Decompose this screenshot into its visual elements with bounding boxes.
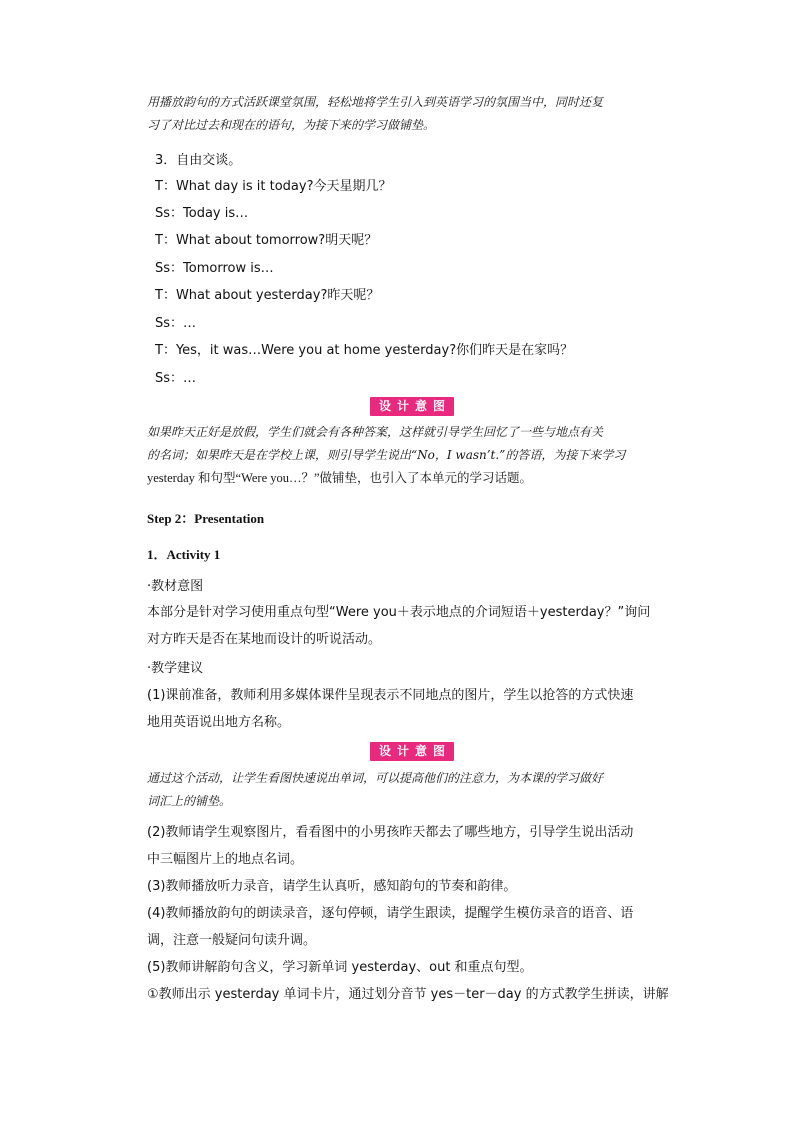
design-intent-badge: 设计意图 bbox=[370, 742, 454, 761]
note-line: 如果昨天正好是放假，学生们就会有各种答案，这样就引导学生回忆了一些与地点有关 bbox=[147, 425, 604, 439]
note-line: 通过这个活动，让学生看图快速说出单词，可以提高他们的注意力，为本课的学习做好 bbox=[147, 771, 604, 785]
advice-step-1-line-1: (1)课前准备，教师利用多媒体课件呈现表示不同地点的图片，学生以抢答的方式快速 bbox=[147, 688, 634, 703]
dialogue-line: T：What about yesterday?昨天呢？ bbox=[155, 288, 380, 303]
advice-step-6: ①教师出示 yesterday 单词卡片，通过划分音节 yes－ter－day 的方式教学生拼读，讲解 bbox=[147, 987, 669, 1002]
step-heading: Step 2：Presentation bbox=[147, 511, 265, 526]
material-intent-line-1: 本部分是针对学习使用重点句型“Were you＋表示地点的介词短语＋yesterday？”询问 bbox=[147, 605, 651, 620]
design-intent-badge: 设计意图 bbox=[370, 397, 454, 416]
intro-note-line-1: 用播放韵句的方式活跃课堂氛围，轻松地将学生引入到英语学习的氛围当中，同时还复 bbox=[147, 95, 604, 109]
design-intent-note-2 bbox=[147, 767, 677, 813]
dialogue-line: Ss：Today is… bbox=[155, 206, 249, 221]
dialogue-line: T：What about tomorrow?明天呢？ bbox=[155, 233, 378, 248]
advice-step-5: (5)教师讲解韵句含义，学习新单词 yesterday、out 和重点句型。 bbox=[147, 960, 533, 975]
note-line: yesterday 和句型“Were you…？”做铺垫，也引入了本单元的学习话题。 bbox=[147, 471, 533, 485]
dialogue-line: Ss：Tomorrow is… bbox=[155, 261, 274, 276]
note-line: 的名词；如果昨天是在学校上课，则引导学生说出“No，I wasn’t.”的答语，为接下来学习 bbox=[147, 448, 626, 462]
free-talk-title: 3．自由交谈。 bbox=[155, 153, 242, 168]
activity-heading: 1．Activity 1 bbox=[147, 547, 221, 562]
advice-step-4-line-2: 调，注意一般疑问句读升调。 bbox=[147, 933, 317, 948]
material-intent-label: ·教材意图 bbox=[147, 579, 204, 594]
advice-step-3: (3)教师播放听力录音，请学生认真听，感知韵句的节奏和韵律。 bbox=[147, 879, 517, 894]
dialogue-line: Ss：… bbox=[155, 371, 197, 386]
intro-note bbox=[147, 91, 677, 137]
design-intent-note-1 bbox=[147, 421, 677, 490]
note-line: 词汇上的铺垫。 bbox=[147, 794, 232, 808]
advice-step-4-line-1: (4)教师播放韵句的朗读录音，逐句停顿，请学生跟读，提醒学生模仿录音的语音、语 bbox=[147, 906, 634, 921]
advice-step-2-line-2: 中三幅图片上的地点名词。 bbox=[147, 852, 304, 867]
material-intent-line-2: 对方昨天是否在某地而设计的听说活动。 bbox=[147, 632, 382, 647]
dialogue-line: T：Yes，it was…Were you at home yesterday?你们昨天是在家吗？ bbox=[155, 343, 574, 358]
teaching-advice-label: ·教学建议 bbox=[147, 661, 204, 676]
dialogue-line: T：What day is it today?今天星期几？ bbox=[155, 179, 392, 194]
intro-note-line-2: 习了对比过去和现在的语句，为接下来的学习做铺垫。 bbox=[147, 118, 436, 132]
dialogue-line: Ss：… bbox=[155, 316, 197, 331]
advice-step-2-line-1: (2)教师请学生观察图片，看看图中的小男孩昨天都去了哪些地方，引导学生说出活动 bbox=[147, 825, 634, 840]
advice-step-1-line-2: 地用英语说出地方名称。 bbox=[147, 715, 291, 730]
